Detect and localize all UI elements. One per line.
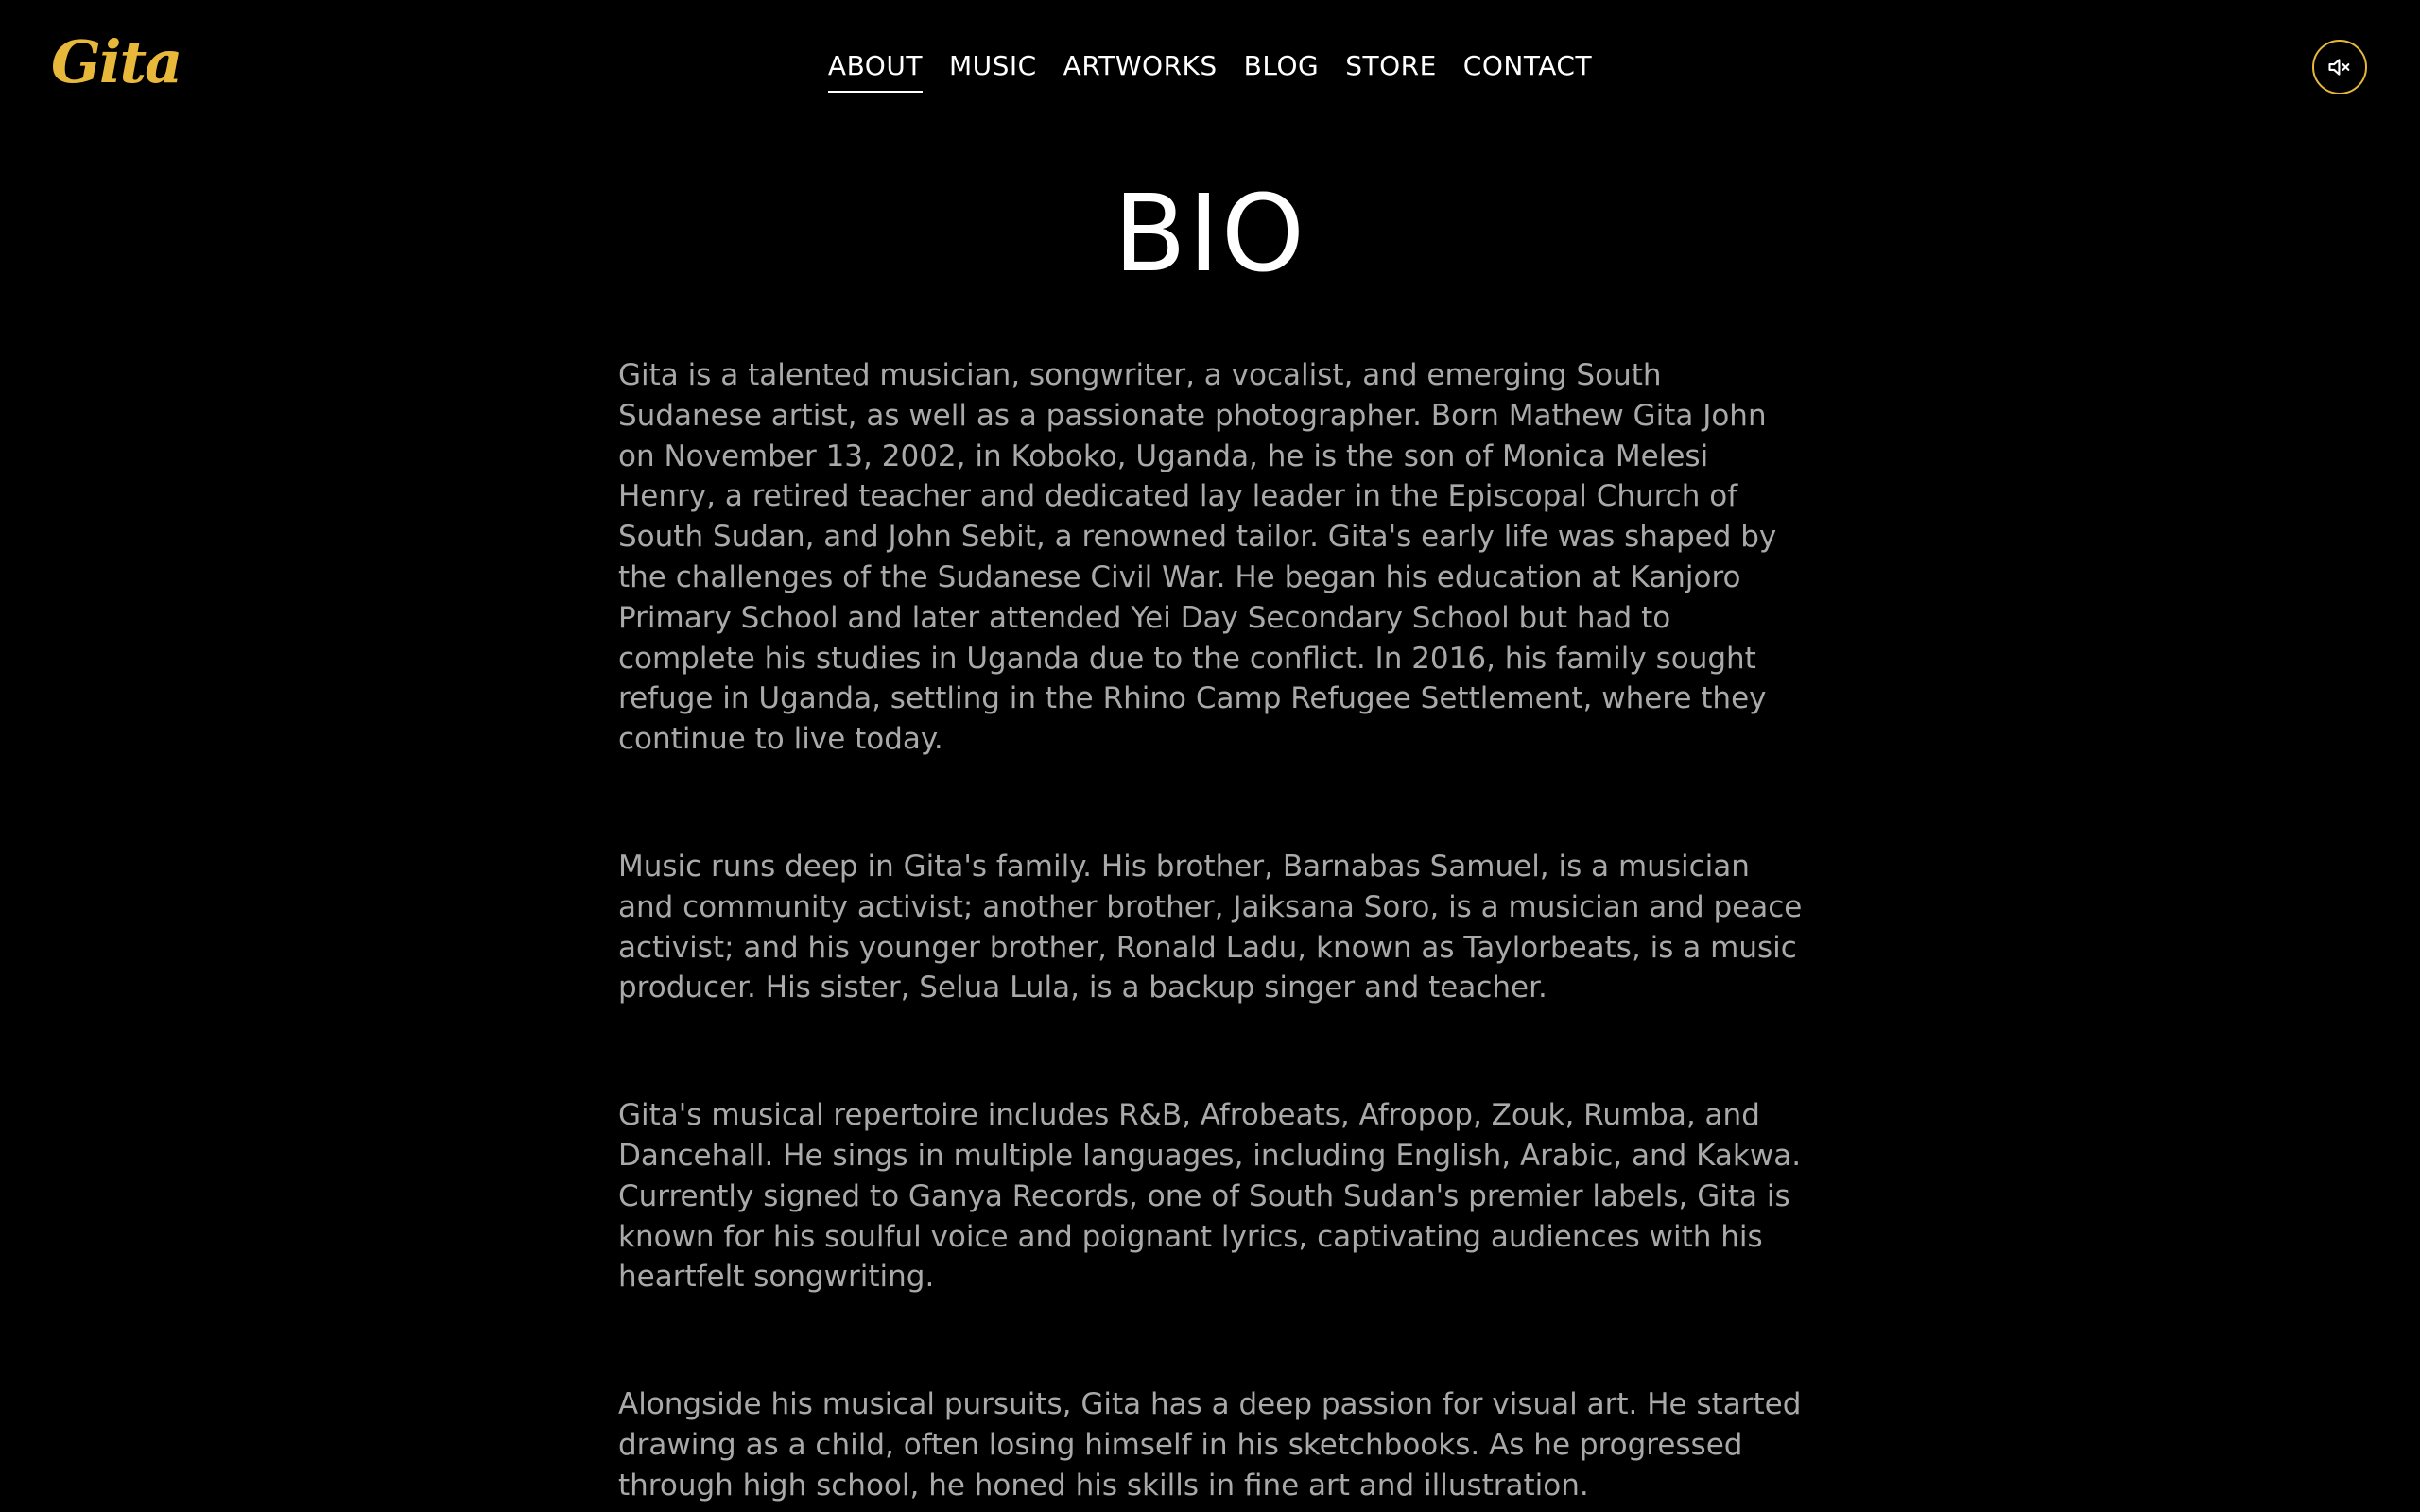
main-nav	[0, 45, 2420, 93]
nav-item-artworks[interactable]: ARTWORKS	[1063, 50, 1218, 81]
page-title: BIO	[1113, 173, 1307, 296]
mute-toggle-button[interactable]	[2312, 40, 2367, 94]
nav-item-blog[interactable]: BLOG	[1243, 50, 1320, 81]
bio-content	[618, 355, 1809, 1512]
nav-item-store[interactable]: STORE	[1345, 50, 1437, 81]
logo[interactable]: Gita	[51, 27, 182, 96]
bio-paragraph: Gita's musical repertoire includes R&B, Afrobeats, Afropop, Zouk, Rumba, and Dancehall. He sings in multiple languages, including English, Arabic, and Kakwa. Currently signed to Ganya Records, one of South Sudan's premier labels, Gita is known for his soulful voice and poignant lyrics, captivating audiences with his heartfelt songwriting.	[618, 1098, 1802, 1295]
nav-item-contact[interactable]: CONTACT	[1462, 50, 1593, 81]
bio-paragraph: Gita is a talented musician, songwriter, a vocalist, and emerging South Sudanese artist, as well as a passionate photographer. Born Mathew Gita John on November 13, 2002, in Koboko, Uganda, he is the son of Monica Melesi Henry, a retired teacher and dedicated lay leader in the Episcopal Church of South Sudan, and John Sebit, a renowned tailor. Gita's early life was shaped by the challenges of the Sudanese Civil War. He began his education at Kanjoro Primary School and later attended Yei Day Secondary School but had to complete his studies in Uganda due to the conflict. In 2016, his family sought refuge in Uganda, settling in the Rhino Camp Refugee Settlement, where they continue to live today.	[618, 358, 1777, 757]
nav-item-music[interactable]: MUSIC	[948, 50, 1037, 81]
nav-item-about[interactable]: ABOUT	[828, 45, 923, 93]
bio-paragraph: Alongside his musical pursuits, Gita has a deep passion for visual art. He started drawing as a child, often losing himself in his sketchbooks. As he progressed through high school, he honed his skills in fine art and illustration.	[618, 1387, 1802, 1503]
site-header	[0, 0, 2420, 132]
bio-paragraph: Music runs deep in Gita's family. His brother, Barnabas Samuel, is a musician and community activist; another brother, Jaiksana Soro, is a musician and peace activist; and his younger brother, Ronald Ladu, known as Taylorbeats, is a music producer. His sister, Selua Lula, is a backup singer and teacher.	[618, 849, 1803, 1005]
speaker-muted-icon	[2326, 54, 2353, 80]
